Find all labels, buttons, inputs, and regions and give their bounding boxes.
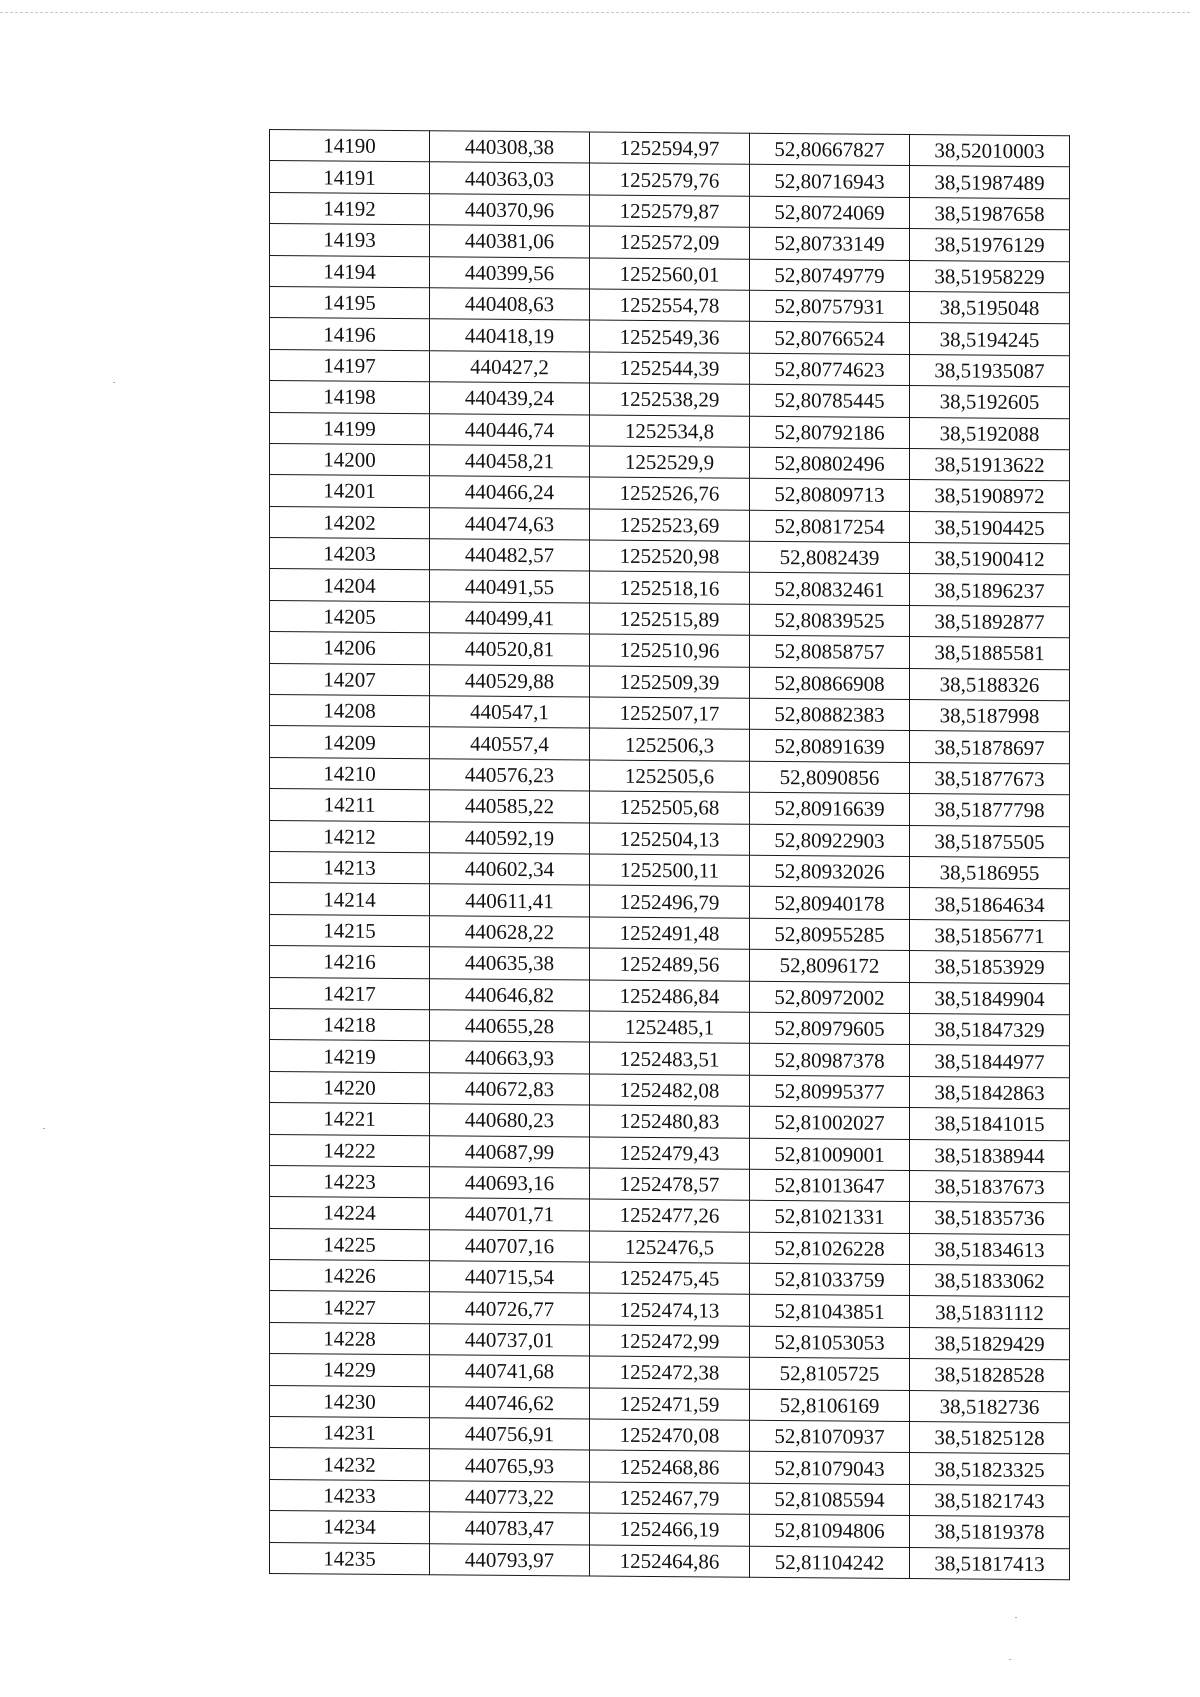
scan-speck bbox=[1015, 1617, 1017, 1618]
y-coordinate-cell: 1252579,76 bbox=[590, 163, 750, 196]
latitude-cell: 52,80792186 bbox=[750, 416, 910, 449]
y-coordinate-cell: 1252510,96 bbox=[590, 634, 750, 667]
y-coordinate-cell: 1252594,97 bbox=[590, 132, 750, 165]
y-coordinate-cell: 1252491,48 bbox=[590, 917, 750, 950]
y-coordinate-cell: 1252468,86 bbox=[590, 1450, 750, 1483]
y-coordinate-cell: 1252518,16 bbox=[590, 571, 750, 604]
latitude-cell: 52,8106169 bbox=[750, 1389, 910, 1422]
point-number-cell: 14225 bbox=[270, 1228, 430, 1261]
longitude-cell: 38,51842863 bbox=[910, 1076, 1070, 1109]
x-coordinate-cell: 440399,56 bbox=[430, 256, 590, 289]
x-coordinate-cell: 440458,21 bbox=[430, 445, 590, 478]
x-coordinate-cell: 440646,82 bbox=[430, 978, 590, 1011]
point-number-cell: 14218 bbox=[270, 1008, 430, 1041]
longitude-cell: 38,51828528 bbox=[910, 1359, 1070, 1392]
y-coordinate-cell: 1252472,38 bbox=[590, 1356, 750, 1389]
latitude-cell: 52,80882383 bbox=[750, 698, 910, 731]
point-number-cell: 14221 bbox=[270, 1103, 430, 1136]
x-coordinate-cell: 440592,19 bbox=[430, 821, 590, 854]
longitude-cell: 38,51825128 bbox=[910, 1422, 1070, 1455]
latitude-cell: 52,81026228 bbox=[750, 1232, 910, 1265]
y-coordinate-cell: 1252472,99 bbox=[590, 1325, 750, 1358]
longitude-cell: 38,5192605 bbox=[910, 386, 1070, 419]
latitude-cell: 52,80724069 bbox=[750, 196, 910, 229]
point-number-cell: 14208 bbox=[270, 695, 430, 728]
latitude-cell: 52,80766524 bbox=[750, 322, 910, 355]
latitude-cell: 52,80866908 bbox=[750, 667, 910, 700]
longitude-cell: 38,51834613 bbox=[910, 1233, 1070, 1266]
y-coordinate-cell: 1252476,5 bbox=[590, 1231, 750, 1264]
latitude-cell: 52,81009001 bbox=[750, 1138, 910, 1171]
point-number-cell: 14195 bbox=[270, 286, 430, 319]
longitude-cell: 38,51831112 bbox=[910, 1296, 1070, 1329]
point-number-cell: 14204 bbox=[270, 569, 430, 602]
longitude-cell: 38,5186955 bbox=[910, 857, 1070, 890]
latitude-cell: 52,81094806 bbox=[750, 1514, 910, 1547]
y-coordinate-cell: 1252515,89 bbox=[590, 603, 750, 636]
x-coordinate-cell: 440529,88 bbox=[430, 664, 590, 697]
x-coordinate-cell: 440547,1 bbox=[430, 696, 590, 729]
y-coordinate-cell: 1252467,79 bbox=[590, 1482, 750, 1515]
latitude-cell: 52,80774623 bbox=[750, 353, 910, 386]
point-number-cell: 14191 bbox=[270, 161, 430, 194]
longitude-cell: 38,51849904 bbox=[910, 982, 1070, 1015]
longitude-cell: 38,5188326 bbox=[910, 668, 1070, 701]
point-number-cell: 14205 bbox=[270, 600, 430, 633]
longitude-cell: 38,51821743 bbox=[910, 1484, 1070, 1517]
point-number-cell: 14212 bbox=[270, 820, 430, 853]
point-number-cell: 14219 bbox=[270, 1040, 430, 1073]
point-number-cell: 14193 bbox=[270, 224, 430, 257]
x-coordinate-cell: 440308,38 bbox=[430, 131, 590, 164]
longitude-cell: 38,51908972 bbox=[910, 480, 1070, 513]
point-number-cell: 14227 bbox=[270, 1291, 430, 1324]
latitude-cell: 52,81070937 bbox=[750, 1420, 910, 1453]
latitude-cell: 52,80916639 bbox=[750, 792, 910, 825]
latitude-cell: 52,80785445 bbox=[750, 384, 910, 417]
point-number-cell: 14215 bbox=[270, 914, 430, 947]
point-number-cell: 14216 bbox=[270, 946, 430, 979]
x-coordinate-cell: 440370,96 bbox=[430, 194, 590, 227]
coordinates-table bbox=[269, 129, 1070, 1580]
coordinates-table-body bbox=[270, 130, 1070, 1580]
point-number-cell: 14201 bbox=[270, 475, 430, 508]
point-number-cell: 14234 bbox=[270, 1511, 430, 1544]
longitude-cell: 38,51896237 bbox=[910, 574, 1070, 607]
longitude-cell: 38,51885581 bbox=[910, 637, 1070, 670]
x-coordinate-cell: 440746,62 bbox=[430, 1386, 590, 1419]
latitude-cell: 52,80749779 bbox=[750, 259, 910, 292]
latitude-cell: 52,80979605 bbox=[750, 1012, 910, 1045]
y-coordinate-cell: 1252526,76 bbox=[590, 477, 750, 510]
x-coordinate-cell: 440499,41 bbox=[430, 602, 590, 635]
x-coordinate-cell: 440418,19 bbox=[430, 319, 590, 352]
longitude-cell: 38,51819378 bbox=[910, 1516, 1070, 1549]
y-coordinate-cell: 1252572,09 bbox=[590, 226, 750, 259]
latitude-cell: 52,80955285 bbox=[750, 918, 910, 951]
longitude-cell: 38,51844977 bbox=[910, 1045, 1070, 1078]
longitude-cell: 38,51935087 bbox=[910, 354, 1070, 387]
y-coordinate-cell: 1252529,9 bbox=[590, 446, 750, 479]
y-coordinate-cell: 1252482,08 bbox=[590, 1074, 750, 1107]
latitude-cell: 52,8082439 bbox=[750, 541, 910, 574]
y-coordinate-cell: 1252483,51 bbox=[590, 1042, 750, 1075]
point-number-cell: 14200 bbox=[270, 443, 430, 476]
longitude-cell: 38,51987489 bbox=[910, 166, 1070, 199]
y-coordinate-cell: 1252544,39 bbox=[590, 352, 750, 385]
longitude-cell: 38,51987658 bbox=[910, 197, 1070, 230]
x-coordinate-cell: 440635,38 bbox=[430, 947, 590, 980]
y-coordinate-cell: 1252478,57 bbox=[590, 1168, 750, 1201]
latitude-cell: 52,80987378 bbox=[750, 1044, 910, 1077]
latitude-cell: 52,81053053 bbox=[750, 1326, 910, 1359]
x-coordinate-cell: 440482,57 bbox=[430, 539, 590, 572]
latitude-cell: 52,80922903 bbox=[750, 824, 910, 857]
longitude-cell: 38,51877673 bbox=[910, 762, 1070, 795]
y-coordinate-cell: 1252474,13 bbox=[590, 1293, 750, 1326]
longitude-cell: 38,51875505 bbox=[910, 825, 1070, 858]
latitude-cell: 52,81033759 bbox=[750, 1263, 910, 1296]
point-number-cell: 14229 bbox=[270, 1354, 430, 1387]
x-coordinate-cell: 440474,63 bbox=[430, 507, 590, 540]
x-coordinate-cell: 440707,16 bbox=[430, 1229, 590, 1262]
latitude-cell: 52,80839525 bbox=[750, 604, 910, 637]
x-coordinate-cell: 440408,63 bbox=[430, 288, 590, 321]
longitude-cell: 38,51913622 bbox=[910, 448, 1070, 481]
longitude-cell: 38,5194245 bbox=[910, 323, 1070, 356]
scan-speck bbox=[113, 382, 115, 383]
point-number-cell: 14197 bbox=[270, 349, 430, 382]
x-coordinate-cell: 440687,99 bbox=[430, 1135, 590, 1168]
point-number-cell: 14203 bbox=[270, 538, 430, 571]
scan-speck bbox=[1009, 1659, 1011, 1660]
x-coordinate-cell: 440773,22 bbox=[430, 1481, 590, 1514]
x-coordinate-cell: 440672,83 bbox=[430, 1072, 590, 1105]
latitude-cell: 52,80995377 bbox=[750, 1075, 910, 1108]
y-coordinate-cell: 1252486,84 bbox=[590, 980, 750, 1013]
longitude-cell: 38,51878697 bbox=[910, 731, 1070, 764]
longitude-cell: 38,51853929 bbox=[910, 951, 1070, 984]
x-coordinate-cell: 440446,74 bbox=[430, 413, 590, 446]
x-coordinate-cell: 440363,03 bbox=[430, 162, 590, 195]
y-coordinate-cell: 1252480,83 bbox=[590, 1105, 750, 1138]
x-coordinate-cell: 440491,55 bbox=[430, 570, 590, 603]
longitude-cell: 38,51904425 bbox=[910, 511, 1070, 544]
latitude-cell: 52,81013647 bbox=[750, 1169, 910, 1202]
latitude-cell: 52,80972002 bbox=[750, 981, 910, 1014]
table-row bbox=[270, 1542, 1070, 1580]
y-coordinate-cell: 1252479,43 bbox=[590, 1137, 750, 1170]
longitude-cell: 38,51817413 bbox=[910, 1547, 1070, 1580]
point-number-cell: 14190 bbox=[270, 130, 430, 163]
latitude-cell: 52,80940178 bbox=[750, 887, 910, 920]
point-number-cell: 14199 bbox=[270, 412, 430, 445]
y-coordinate-cell: 1252470,08 bbox=[590, 1419, 750, 1452]
point-number-cell: 14210 bbox=[270, 757, 430, 790]
longitude-cell: 38,51892877 bbox=[910, 605, 1070, 638]
point-number-cell: 14194 bbox=[270, 255, 430, 288]
latitude-cell: 52,80757931 bbox=[750, 290, 910, 323]
y-coordinate-cell: 1252579,87 bbox=[590, 195, 750, 228]
y-coordinate-cell: 1252554,78 bbox=[590, 289, 750, 322]
latitude-cell: 52,80817254 bbox=[750, 510, 910, 543]
latitude-cell: 52,80802496 bbox=[750, 447, 910, 480]
point-number-cell: 14192 bbox=[270, 192, 430, 225]
point-number-cell: 14223 bbox=[270, 1165, 430, 1198]
latitude-cell: 52,81002027 bbox=[750, 1106, 910, 1139]
scan-top-edge-line bbox=[0, 12, 1190, 13]
point-number-cell: 14213 bbox=[270, 851, 430, 884]
x-coordinate-cell: 440381,06 bbox=[430, 225, 590, 258]
latitude-cell: 52,81079043 bbox=[750, 1452, 910, 1485]
longitude-cell: 38,52010003 bbox=[910, 135, 1070, 168]
y-coordinate-cell: 1252505,68 bbox=[590, 791, 750, 824]
y-coordinate-cell: 1252538,29 bbox=[590, 383, 750, 416]
y-coordinate-cell: 1252477,26 bbox=[590, 1199, 750, 1232]
longitude-cell: 38,51829429 bbox=[910, 1327, 1070, 1360]
y-coordinate-cell: 1252475,45 bbox=[590, 1262, 750, 1295]
longitude-cell: 38,5182736 bbox=[910, 1390, 1070, 1423]
y-coordinate-cell: 1252506,3 bbox=[590, 728, 750, 761]
x-coordinate-cell: 440680,23 bbox=[430, 1104, 590, 1137]
y-coordinate-cell: 1252507,17 bbox=[590, 697, 750, 730]
latitude-cell: 52,81104242 bbox=[750, 1546, 910, 1579]
point-number-cell: 14217 bbox=[270, 977, 430, 1010]
x-coordinate-cell: 440576,23 bbox=[430, 759, 590, 792]
x-coordinate-cell: 440741,68 bbox=[430, 1355, 590, 1388]
latitude-cell: 52,80716943 bbox=[750, 165, 910, 198]
longitude-cell: 38,5192088 bbox=[910, 417, 1070, 450]
longitude-cell: 38,51976129 bbox=[910, 229, 1070, 262]
longitude-cell: 38,51856771 bbox=[910, 919, 1070, 952]
x-coordinate-cell: 440585,22 bbox=[430, 790, 590, 823]
latitude-cell: 52,8105725 bbox=[750, 1358, 910, 1391]
latitude-cell: 52,80832461 bbox=[750, 573, 910, 606]
x-coordinate-cell: 440756,91 bbox=[430, 1418, 590, 1451]
x-coordinate-cell: 440628,22 bbox=[430, 916, 590, 949]
longitude-cell: 38,51900412 bbox=[910, 543, 1070, 576]
longitude-cell: 38,51838944 bbox=[910, 1139, 1070, 1172]
longitude-cell: 38,51823325 bbox=[910, 1453, 1070, 1486]
point-number-cell: 14231 bbox=[270, 1417, 430, 1450]
longitude-cell: 38,51841015 bbox=[910, 1108, 1070, 1141]
y-coordinate-cell: 1252489,56 bbox=[590, 948, 750, 981]
latitude-cell: 52,81021331 bbox=[750, 1201, 910, 1234]
x-coordinate-cell: 440663,93 bbox=[430, 1041, 590, 1074]
longitude-cell: 38,51864634 bbox=[910, 888, 1070, 921]
y-coordinate-cell: 1252520,98 bbox=[590, 540, 750, 573]
y-coordinate-cell: 1252500,11 bbox=[590, 854, 750, 887]
x-coordinate-cell: 440793,97 bbox=[430, 1543, 590, 1576]
point-number-cell: 14232 bbox=[270, 1448, 430, 1481]
x-coordinate-cell: 440765,93 bbox=[430, 1449, 590, 1482]
point-number-cell: 14198 bbox=[270, 381, 430, 414]
latitude-cell: 52,80667827 bbox=[750, 133, 910, 166]
x-coordinate-cell: 440715,54 bbox=[430, 1261, 590, 1294]
point-number-cell: 14214 bbox=[270, 883, 430, 916]
longitude-cell: 38,51958229 bbox=[910, 260, 1070, 293]
x-coordinate-cell: 440520,81 bbox=[430, 633, 590, 666]
point-number-cell: 14220 bbox=[270, 1071, 430, 1104]
longitude-cell: 38,51835736 bbox=[910, 1202, 1070, 1235]
y-coordinate-cell: 1252504,13 bbox=[590, 823, 750, 856]
y-coordinate-cell: 1252560,01 bbox=[590, 258, 750, 291]
point-number-cell: 14209 bbox=[270, 726, 430, 759]
point-number-cell: 14235 bbox=[270, 1542, 430, 1575]
x-coordinate-cell: 440602,34 bbox=[430, 853, 590, 886]
x-coordinate-cell: 440466,24 bbox=[430, 476, 590, 509]
latitude-cell: 52,80809713 bbox=[750, 479, 910, 512]
latitude-cell: 52,8096172 bbox=[750, 949, 910, 982]
longitude-cell: 38,5195048 bbox=[910, 291, 1070, 324]
point-number-cell: 14222 bbox=[270, 1134, 430, 1167]
latitude-cell: 52,80891639 bbox=[750, 730, 910, 763]
x-coordinate-cell: 440693,16 bbox=[430, 1167, 590, 1200]
point-number-cell: 14206 bbox=[270, 632, 430, 665]
x-coordinate-cell: 440655,28 bbox=[430, 1010, 590, 1043]
latitude-cell: 52,81085594 bbox=[750, 1483, 910, 1516]
y-coordinate-cell: 1252471,59 bbox=[590, 1388, 750, 1421]
latitude-cell: 52,81043851 bbox=[750, 1295, 910, 1328]
x-coordinate-cell: 440701,71 bbox=[430, 1198, 590, 1231]
x-coordinate-cell: 440726,77 bbox=[430, 1292, 590, 1325]
x-coordinate-cell: 440737,01 bbox=[430, 1324, 590, 1357]
latitude-cell: 52,80858757 bbox=[750, 636, 910, 669]
x-coordinate-cell: 440439,24 bbox=[430, 382, 590, 415]
y-coordinate-cell: 1252549,36 bbox=[590, 320, 750, 353]
x-coordinate-cell: 440783,47 bbox=[430, 1512, 590, 1545]
longitude-cell: 38,51833062 bbox=[910, 1265, 1070, 1298]
y-coordinate-cell: 1252505,6 bbox=[590, 760, 750, 793]
point-number-cell: 14230 bbox=[270, 1385, 430, 1418]
point-number-cell: 14228 bbox=[270, 1322, 430, 1355]
point-number-cell: 14207 bbox=[270, 663, 430, 696]
longitude-cell: 38,51837673 bbox=[910, 1170, 1070, 1203]
point-number-cell: 14196 bbox=[270, 318, 430, 351]
point-number-cell: 14224 bbox=[270, 1197, 430, 1230]
point-number-cell: 14202 bbox=[270, 506, 430, 539]
scan-speck bbox=[43, 1128, 45, 1129]
x-coordinate-cell: 440557,4 bbox=[430, 727, 590, 760]
longitude-cell: 38,51877798 bbox=[910, 794, 1070, 827]
y-coordinate-cell: 1252509,39 bbox=[590, 666, 750, 699]
point-number-cell: 14233 bbox=[270, 1479, 430, 1512]
y-coordinate-cell: 1252534,8 bbox=[590, 415, 750, 448]
latitude-cell: 52,80733149 bbox=[750, 227, 910, 260]
y-coordinate-cell: 1252466,19 bbox=[590, 1513, 750, 1546]
x-coordinate-cell: 440427,2 bbox=[430, 350, 590, 383]
y-coordinate-cell: 1252523,69 bbox=[590, 509, 750, 542]
latitude-cell: 52,8090856 bbox=[750, 761, 910, 794]
latitude-cell: 52,80932026 bbox=[750, 855, 910, 888]
point-number-cell: 14226 bbox=[270, 1260, 430, 1293]
y-coordinate-cell: 1252496,79 bbox=[590, 885, 750, 918]
longitude-cell: 38,51847329 bbox=[910, 1013, 1070, 1046]
longitude-cell: 38,5187998 bbox=[910, 700, 1070, 733]
point-number-cell: 14211 bbox=[270, 789, 430, 822]
y-coordinate-cell: 1252485,1 bbox=[590, 1011, 750, 1044]
x-coordinate-cell: 440611,41 bbox=[430, 884, 590, 917]
y-coordinate-cell: 1252464,86 bbox=[590, 1545, 750, 1578]
